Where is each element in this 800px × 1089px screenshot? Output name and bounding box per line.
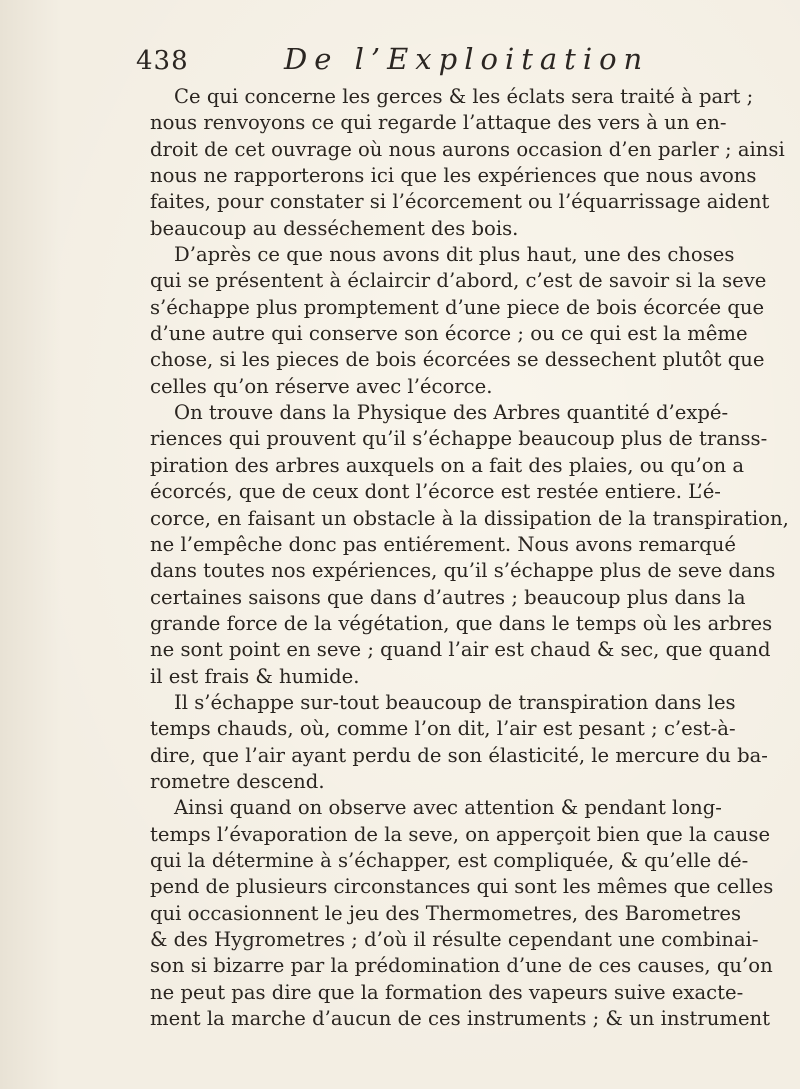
text-line: ment la marche d’aucun de ces instruments ; & un instrument bbox=[150, 1007, 771, 1031]
text-line: chose, si les pieces de bois écorcées se dessechent plutôt que bbox=[150, 348, 765, 372]
text-line: faites, pour constater si l’écorcement ou l’équarrissage aident bbox=[150, 190, 770, 214]
text-line: certaines saisons que dans d’autres ; beaucoup plus dans la bbox=[150, 585, 746, 609]
text-line: il est frais & humide. bbox=[150, 664, 360, 688]
page-number: 438 bbox=[136, 46, 189, 76]
running-title: De l’Exploitation bbox=[284, 42, 650, 76]
text-line: On trouve dans la Physique des Arbres quantité d’expé- bbox=[174, 401, 729, 425]
text-line: corce, en faisant un obstacle à la dissipation de la transpiration, bbox=[150, 506, 789, 530]
text-line: ne peut pas dire que la formation des vapeurs suive exacte- bbox=[150, 980, 744, 1004]
text-line: d’une autre qui conserve son écorce ; ou ce qui est la même bbox=[150, 322, 748, 346]
text-line: qui la détermine à s’échapper, est compliquée, & qu’elle dé- bbox=[150, 848, 749, 872]
text-line: D’après ce que nous avons dit plus haut, une des choses bbox=[174, 243, 735, 267]
text-line: pend de plusieurs circonstances qui sont les mêmes que celles bbox=[150, 875, 774, 899]
paragraph bbox=[150, 84, 785, 242]
text-line: qui se présentent à éclaircir d’abord, c’est de savoir si la seve bbox=[150, 269, 767, 293]
paragraph bbox=[150, 690, 768, 795]
text-line: & des Hygrometres ; d’où il résulte cependant une combinai- bbox=[150, 928, 759, 951]
text-line: droit de cet ouvrage où nous aurons occasion d’en parler ; ainsi bbox=[150, 137, 785, 161]
text-line: ne l’empêche donc pas entiérement. Nous avons remarqué bbox=[150, 532, 737, 556]
text-line: qui occasionnent le jeu des Thermometres, des Barometres bbox=[150, 901, 742, 925]
text-line: nous ne rapporterons ici que les expériences que nous avons bbox=[150, 164, 757, 188]
text-line: écorcés, que de ceux dont l’écorce est restée entiere. L’é- bbox=[150, 480, 721, 504]
text-line: beaucoup au desséchement des bois. bbox=[150, 216, 519, 240]
text-line: rometre descend. bbox=[150, 769, 325, 793]
text-line: son si bizarre par la prédomination d’une de ces causes, qu’on bbox=[150, 954, 773, 978]
text-line: piration des arbres auxquels on a fait des plaies, ou qu’on a bbox=[150, 453, 745, 477]
body-text bbox=[150, 84, 789, 1032]
paragraph bbox=[150, 795, 774, 1032]
paragraph bbox=[150, 242, 767, 400]
text-line: dire, que l’air ayant perdu de son élasticité, le mercure du ba- bbox=[150, 743, 768, 767]
text-line: dans toutes nos expériences, qu’il s’échappe plus de seve dans bbox=[150, 559, 776, 583]
text-line: nous renvoyons ce qui regarde l’attaque des vers à un en- bbox=[150, 111, 727, 135]
text-line: s’échappe plus promptement d’une piece de bois écorcée que bbox=[150, 295, 765, 319]
text-line: celles qu’on réserve avec l’écorce. bbox=[150, 374, 493, 398]
paragraph bbox=[150, 400, 789, 690]
text-line: temps chauds, où, comme l’on dit, l’air est pesant ; c’est-à- bbox=[150, 717, 736, 741]
text-line: Il s’échappe sur-tout beaucoup de transpiration dans les bbox=[174, 690, 736, 714]
text-line: temps l’évaporation de la seve, on apperçoit bien que la cause bbox=[150, 822, 771, 846]
text-line: riences qui prouvent qu’il s’échappe beaucoup plus de transs- bbox=[150, 427, 768, 451]
text-line: Ce qui concerne les gerces & les éclats sera traité à part ; bbox=[174, 85, 754, 108]
page-header bbox=[136, 38, 696, 82]
text-line: grande force de la végétation, que dans le temps où les arbres bbox=[150, 611, 773, 635]
page-fold-shadow bbox=[0, 0, 60, 1089]
text-line: Ainsi quand on observe avec attention & pendant long- bbox=[174, 796, 722, 820]
text-line: ne sont point en seve ; quand l’air est chaud & sec, que quand bbox=[150, 638, 771, 662]
